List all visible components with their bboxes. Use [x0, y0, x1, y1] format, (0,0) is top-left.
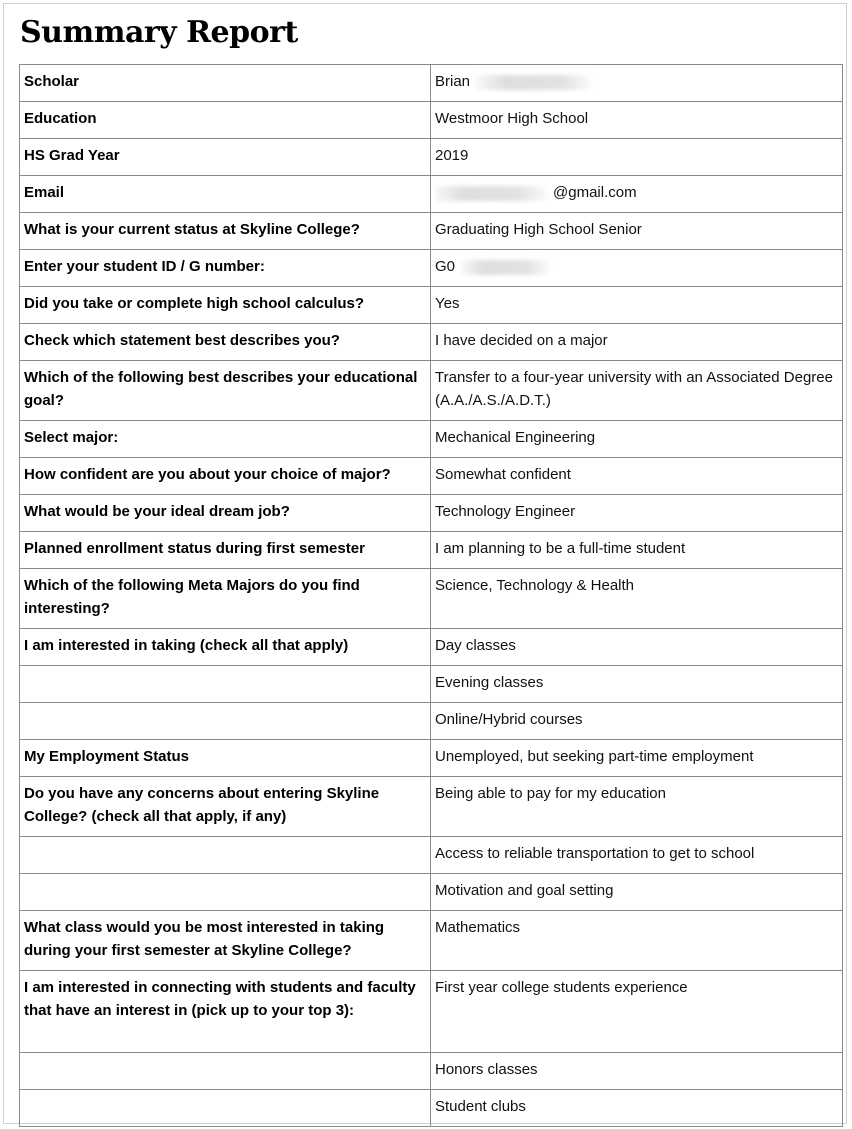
table-row [20, 971, 843, 1053]
question-text: Planned enrollment status during first semester [24, 540, 365, 557]
answer-cell [431, 65, 843, 102]
question-cell [20, 287, 431, 324]
question-text: What would be your ideal dream job? [24, 503, 290, 520]
answer-cell [431, 703, 843, 740]
question-cell [20, 324, 431, 361]
answer-text: Student clubs [435, 1098, 526, 1115]
answer-text: Evening classes [435, 674, 544, 691]
question-cell [20, 65, 431, 102]
answer-cell [431, 324, 843, 361]
redacted-text [476, 75, 591, 90]
question-cell [20, 837, 431, 874]
summary-table [19, 64, 843, 1127]
table-row [20, 176, 843, 213]
summary-table-body [20, 65, 843, 1127]
question-cell [20, 569, 431, 629]
question-cell [20, 213, 431, 250]
answer-text: I am planning to be a full-time student [435, 540, 686, 557]
table-row [20, 139, 843, 176]
answer-cell [431, 287, 843, 324]
table-row [20, 421, 843, 458]
answer-cell [431, 213, 843, 250]
redacted-text [461, 260, 549, 275]
answer-cell [431, 666, 843, 703]
question-cell [20, 458, 431, 495]
answer-cell [431, 1090, 843, 1127]
redacted-text [435, 186, 547, 201]
table-row [20, 102, 843, 139]
table-row [20, 213, 843, 250]
report-page [3, 3, 847, 1124]
question-text: I am interested in taking (check all that apply) [24, 637, 349, 654]
question-text: Education [24, 110, 97, 127]
table-row [20, 324, 843, 361]
answer-text: First year college students experience [435, 979, 688, 996]
question-cell [20, 1053, 431, 1090]
question-cell [20, 703, 431, 740]
answer-text: Honors classes [435, 1061, 538, 1078]
answer-text: I have decided on a major [435, 332, 608, 349]
answer-cell [431, 176, 843, 213]
answer-cell [431, 629, 843, 666]
question-cell [20, 666, 431, 703]
question-cell [20, 176, 431, 213]
table-row [20, 777, 843, 837]
table-row [20, 837, 843, 874]
question-text: Select major: [24, 429, 119, 446]
answer-text: 2019 [435, 147, 469, 164]
answer-text: Being able to pay for my education [435, 785, 666, 802]
answer-text: Online/Hybrid courses [435, 711, 583, 728]
answer-text: Transfer to a four-year university with an Associated Degree (A.A./A.S./A.D.T.) [435, 369, 833, 409]
answer-cell [431, 874, 843, 911]
question-text: Which of the following Meta Majors do you find interesting? [24, 577, 360, 617]
answer-text: Day classes [435, 637, 516, 654]
answer-cell [431, 911, 843, 971]
answer-cell [431, 1053, 843, 1090]
table-row [20, 911, 843, 971]
question-text: Scholar [24, 73, 80, 90]
question-text: Do you have any concerns about entering Skyline College? (check all that apply, if any) [24, 785, 380, 825]
question-cell [20, 740, 431, 777]
answer-cell [431, 532, 843, 569]
question-cell [20, 874, 431, 911]
question-text: My Employment Status [24, 748, 190, 765]
answer-text: Somewhat confident [435, 466, 571, 483]
table-row [20, 874, 843, 911]
question-cell [20, 102, 431, 139]
answer-text: Access to reliable transportation to get to school [435, 845, 755, 862]
table-row [20, 458, 843, 495]
answer-text: Westmoor High School [435, 110, 589, 127]
answer-cell [431, 139, 843, 176]
answer-cell [431, 777, 843, 837]
answer-text: Graduating High School Senior [435, 221, 642, 238]
question-text: I am interested in connecting with students and faculty that have an interest in (pick up to your top 3): [24, 979, 416, 1019]
question-text: What is your current status at Skyline College? [24, 221, 360, 238]
table-row [20, 1053, 843, 1090]
question-cell [20, 250, 431, 287]
table-row [20, 569, 843, 629]
question-text: Which of the following best describes your educational goal? [24, 369, 418, 409]
table-row [20, 740, 843, 777]
question-cell [20, 971, 431, 1053]
answer-text: Mechanical Engineering [435, 429, 596, 446]
answer-cell [431, 458, 843, 495]
question-cell [20, 361, 431, 421]
answer-cell [431, 421, 843, 458]
table-row [20, 495, 843, 532]
answer-text: Unemployed, but seeking part-time employment [435, 748, 754, 765]
answer-cell [431, 250, 843, 287]
table-row [20, 65, 843, 102]
answer-cell [431, 740, 843, 777]
question-text: Check which statement best describes you? [24, 332, 340, 349]
answer-cell [431, 495, 843, 532]
table-row [20, 1090, 843, 1127]
answer-text: G0 [435, 258, 456, 275]
table-row [20, 629, 843, 666]
table-row [20, 532, 843, 569]
question-cell [20, 532, 431, 569]
table-row [20, 666, 843, 703]
table-row [20, 361, 843, 421]
answer-text: Science, Technology & Health [435, 577, 635, 594]
page-title: Summary Report [20, 15, 298, 50]
table-row [20, 287, 843, 324]
question-text: What class would you be most interested in taking during your first semester at Skyline College? [24, 919, 385, 959]
question-cell [20, 777, 431, 837]
table-row [20, 250, 843, 287]
answer-cell [431, 971, 843, 1053]
answer-text: Yes [435, 295, 460, 312]
question-cell [20, 911, 431, 971]
answer-text: Brian [435, 73, 471, 90]
answer-cell [431, 102, 843, 139]
answer-text: Mathematics [435, 919, 521, 936]
question-text: Did you take or complete high school calculus? [24, 295, 365, 312]
answer-text: @gmail.com [553, 184, 637, 201]
question-cell [20, 495, 431, 532]
question-cell [20, 1090, 431, 1127]
question-text: Enter your student ID / G number: [24, 258, 265, 275]
question-cell [20, 139, 431, 176]
answer-text: Motivation and goal setting [435, 882, 614, 899]
answer-cell [431, 569, 843, 629]
question-text: How confident are you about your choice of major? [24, 466, 391, 483]
question-cell [20, 629, 431, 666]
answer-cell [431, 837, 843, 874]
question-text: Email [24, 184, 65, 201]
question-cell [20, 421, 431, 458]
answer-cell [431, 361, 843, 421]
answer-text: Technology Engineer [435, 503, 576, 520]
question-text: HS Grad Year [24, 147, 120, 164]
table-row [20, 703, 843, 740]
